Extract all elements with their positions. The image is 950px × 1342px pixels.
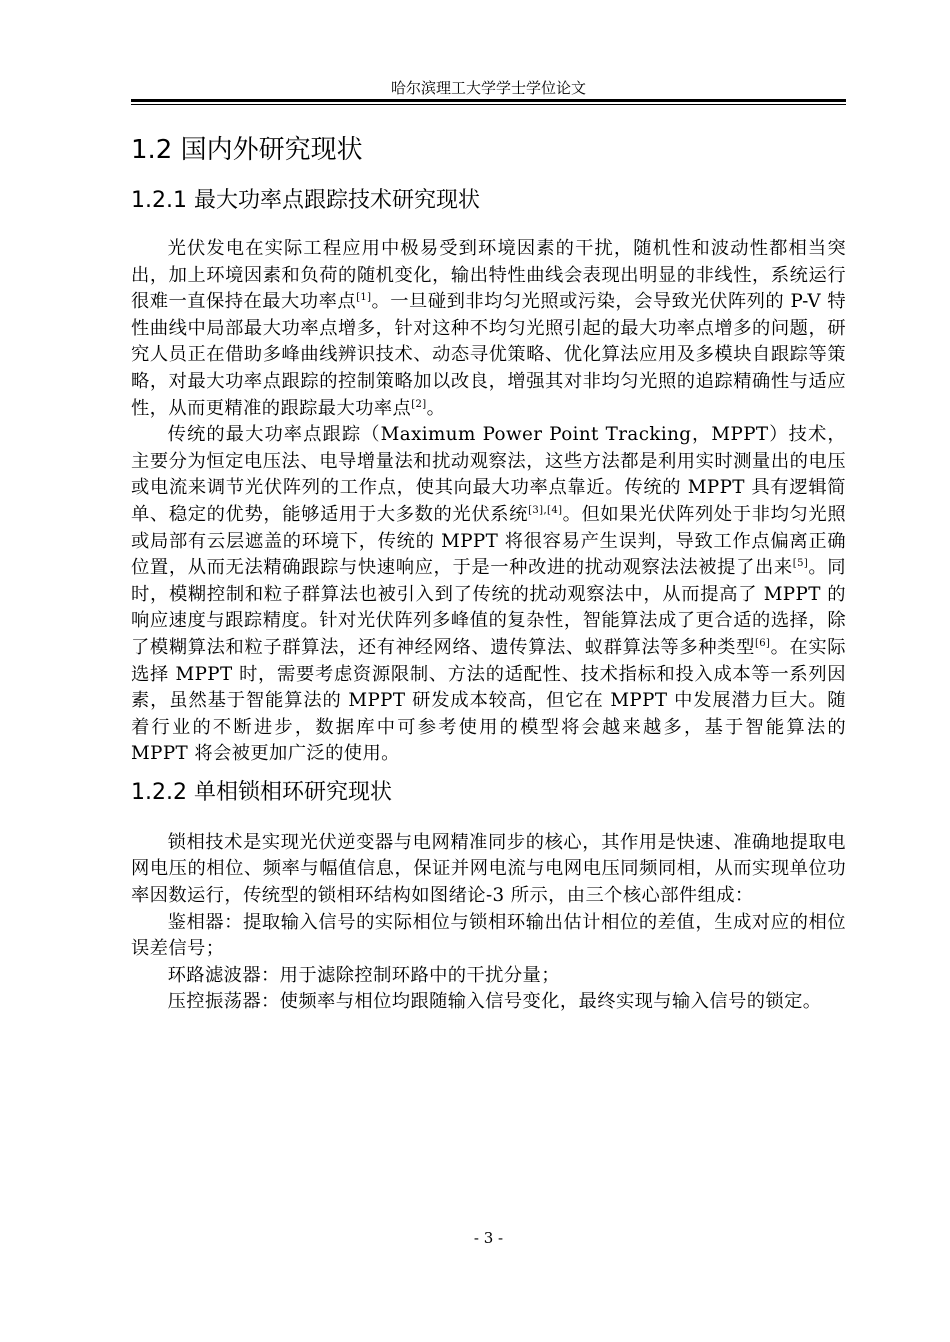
paragraph-mppt-intro [131, 236, 846, 422]
citation: [1] [356, 292, 372, 304]
header-rule-thin [131, 104, 846, 105]
paragraph-vco: 压控振荡器：使频率与相位均跟随输入信号变化，最终实现与输入信号的锁定。 [167, 991, 822, 1013]
section-heading: 1.2 国内外研究现状 [131, 135, 363, 165]
paragraph-text: 传统的最大功率点跟踪（Maximum Power Point Tracking，MPPT）技术，主要分为恒定电压法、电导增量法和扰动观察法，这些方法都是利用实时测量出的电压或电流来调节光伏阵列的工作点，使其向最大功率点靠近。传统的 MPPT 具有逻辑简单、稳定的优势，能够适用于大多数的光伏系统 [131, 424, 846, 525]
citation: [6] [754, 637, 771, 649]
paragraph-pll-intro: 锁相技术是实现光伏逆变器与电网精准同步的核心，其作用是快速、准确地提取电网电压的相位、频率与幅值信息，保证并网电流与电网电压同频同相，从而实现单位功率因数运行，传统型的锁相环结构如图绪论-3 所示，由三个核心部件组成： [131, 831, 846, 907]
citation: [3],[4] [528, 504, 563, 516]
paragraph-text: 。但如果光伏阵列处于非均匀光照或局部有云层遮盖的环境下，传统的 MPPT 将很容易产生误判，导致工作点偏离正确位置，从而无法精确跟踪与快速响应，于是一种改进的扰动观察法法被提了出来 [131, 503, 847, 579]
paragraph-text: 。一旦碰到非均匀光照或污染，会导致光伏阵列的 P-V 特性曲线中局部最大功率点增多，针对这种不均匀光照引起的最大功率点增多的问题，研究人员正在借助多峰曲线辨识技术、动态寻优策略、优化算法应用及多模块自跟踪等策略，对最大功率点跟踪的控制策略加以改良，增强其对非均匀光照的追踪精确性与适应性，从而更精准的跟踪最大功率点 [131, 291, 846, 419]
header-rule-thick [131, 99, 846, 102]
paragraph-text: 。同时，模糊控制和粒子群算法也被引入到了传统的扰动观察法中，从而提高了 MPPT 的响应速度与跟踪精度。针对光伏阵列多峰值的复杂性，智能算法成了更合适的选择，除了模糊算法和粒子群算法，还有神经网络、遗传算法、蚁群算法等多种类型 [131, 557, 846, 658]
paragraph-phase-detector: 鉴相器：提取输入信号的实际相位与锁相环输出估计相位的差值，生成对应的相位误差信号； [131, 911, 846, 960]
paragraph-text: 光伏发电在实际工程应用中极易受到环境因素的干扰，随机性和波动性都相当突出，加上环境因素和负荷的随机变化，输出特性曲线会表现出明显的非线性，系统运行很难一直保持在最大功率点 [131, 238, 846, 313]
paragraph-loop-filter: 环路滤波器：用于滤除控制环路中的干扰分量； [167, 964, 560, 986]
paragraph-text: 。在实际选择 MPPT 时，需要考虑资源限制、方法的适配性、技术指标和投入成本等一系列因素，虽然基于智能算法的 MPPT 研发成本较高，但它在 MPPT 中发展潜力巨大。随着行业的不断进步，数据库中可参考使用的模型将会越来越多，基于智能算法的 MPPT 将会被更加广泛的使用。 [131, 636, 846, 765]
paragraph-text: 。 [426, 397, 446, 419]
citation: [2] [411, 398, 427, 410]
citation: [5] [792, 558, 809, 570]
running-header: 哈尔滨理工大学学士学位论文 [390, 79, 586, 97]
paragraph-mppt-methods [131, 422, 846, 768]
page-number: - 3 - [473, 1229, 504, 1247]
page-body [131, 128, 846, 1016]
subsection-heading-pll: 1.2.2 单相锁相环研究现状 [131, 779, 392, 805]
subsection-heading-mppt: 1.2.1 最大功率点跟踪技术研究现状 [131, 188, 480, 213]
